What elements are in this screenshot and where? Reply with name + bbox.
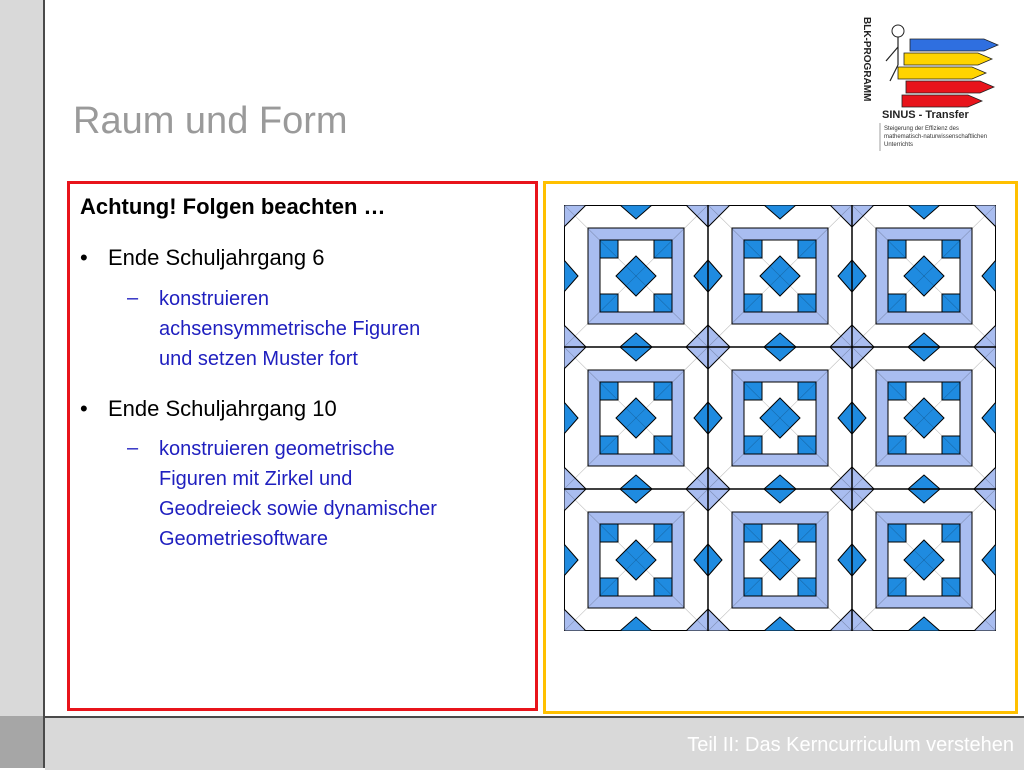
logo-tagline-3: Unterrichts [884,142,914,148]
sub-dash: – [127,437,139,459]
symmetric-tile-pattern [564,205,996,631]
sinus-logo [858,15,1018,155]
logo-tagline-2: mathematisch-naturwissenschaftlichen [884,134,988,140]
left-decor-band [0,0,45,768]
logo-vertical-text: BLK-PROGRAMM [861,17,872,102]
bullet-2-label: Ende Schuljahrgang 10 [108,396,337,421]
sub-line: und setzen Muster fort [159,348,358,370]
bullet-dot: • [80,396,88,421]
bullet-2-sub [159,434,529,554]
sub-line: achsensymmetrische Figuren [159,318,421,340]
left-decor-corner [0,716,43,768]
bullet-dot: • [80,245,88,270]
bullet-1-sub [159,284,529,374]
footer-text: Teil II: Das Kerncurriculum verstehen [687,734,1014,756]
sub-line: Figuren mit Zirkel und [159,468,353,490]
sub-line: Geometriesoftware [159,528,328,550]
sub-line: konstruieren [159,288,270,310]
box-heading: Achtung! Folgen beachten … [80,194,386,219]
bullet-1-label: Ende Schuljahrgang 6 [108,245,325,270]
page-title: Raum und Form [73,100,348,142]
sub-dash: – [127,287,139,309]
logo-tagline-1: Steigerung der Effizienz des [884,126,959,132]
sub-line: konstruieren geometrische [159,438,395,460]
logo-name: SINUS - Transfer [882,109,969,121]
pencils-icon [886,25,998,107]
sub-line: Geodreieck sowie dynamischer [159,498,437,520]
